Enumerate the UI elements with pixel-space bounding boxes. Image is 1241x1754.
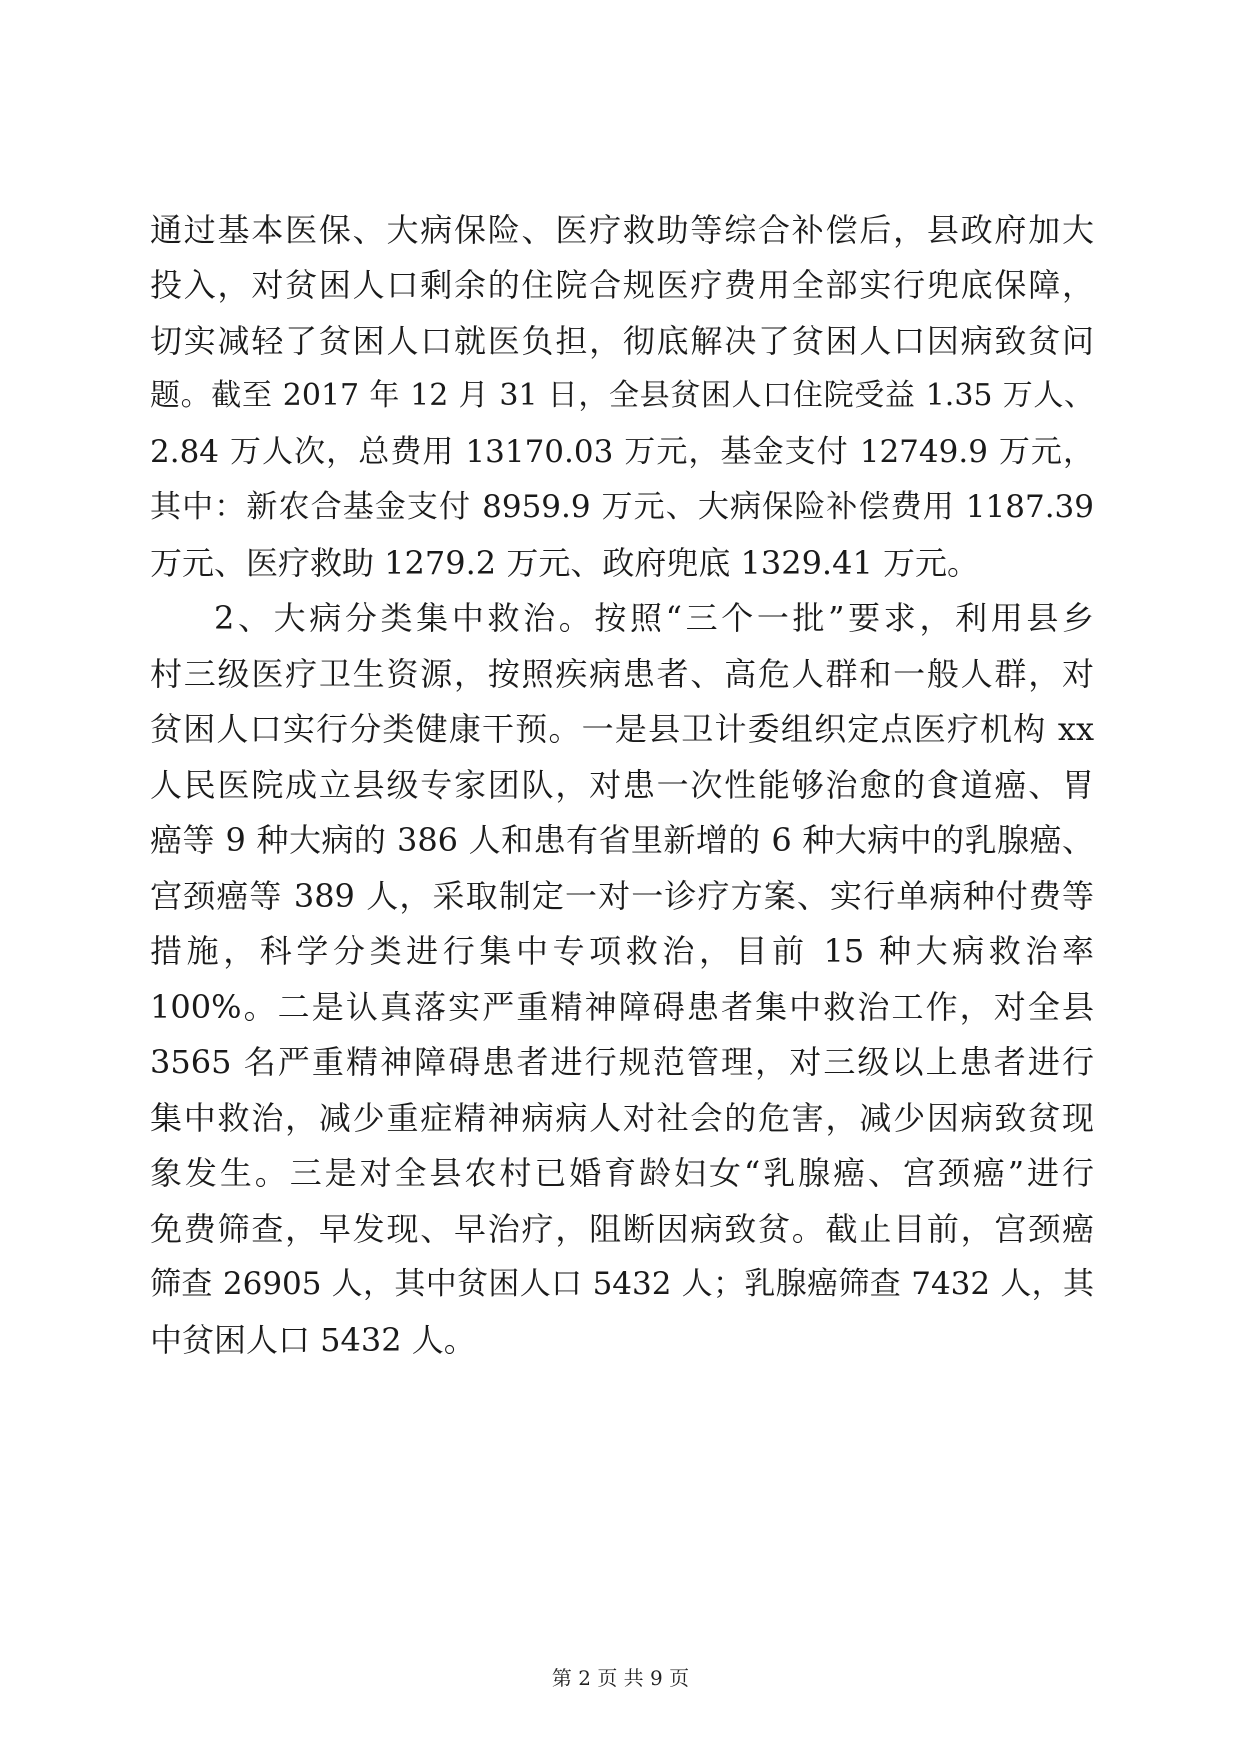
text-line: 题。截至 2017 年 12 月 31 日，全县贫困人口住院受益 1.35 万人、 — [150, 378, 1094, 413]
text-line: 切实减轻了贫困人口就医负担，彻底解决了贫困人口因病致贫问 — [150, 322, 1094, 360]
text-line: 象发生。三是对全县农村已婚育龄妇女“乳腺癌、宫颈癌”进行 — [150, 1154, 1094, 1192]
text-line: 免费筛查，早发现、早治疗，阻断因病致贫。截止目前，宫颈癌 — [150, 1210, 1094, 1248]
text-line: 中贫困人口 5432 人。 — [150, 1321, 476, 1359]
text-line: 村三级医疗卫生资源，按照疾病患者、高危人群和一般人群，对 — [150, 655, 1094, 693]
text-line: 宫颈癌等 389 人，采取制定一对一诊疗方案、实行单病种付费等 — [150, 877, 1094, 915]
text-line: 癌等 9 种大病的 386 人和患有省里新增的 6 种大病中的乳腺癌、 — [150, 821, 1094, 859]
text-line: 措施，科学分类进行集中专项救治，目前 15 种大病救治率 — [150, 932, 1094, 970]
text-line: 投入，对贫困人口剩余的住院合规医疗费用全部实行兜底保障， — [150, 266, 1094, 304]
text-line: 万元、医疗救助 1279.2 万元、政府兜底 1329.41 万元。 — [150, 544, 979, 582]
text-line: 2.84 万人次，总费用 13170.03 万元，基金支付 12749.9 万元， — [150, 434, 1094, 470]
text-line: 集中救治，减少重症精神病病人对社会的危害，减少因病致贫现 — [150, 1099, 1094, 1137]
text-line: 贫困人口实行分类健康干预。一是县卫计委组织定点医疗机构 xx — [150, 710, 1094, 748]
text-line: 通过基本医保、大病保险、医疗救助等综合补偿后，县政府加大 — [150, 211, 1094, 249]
page-footer: 第 2 页 共 9 页 — [551, 1666, 690, 1690]
text-line: 人民医院成立县级专家团队，对患一次性能够治愈的食道癌、胃 — [150, 766, 1094, 804]
text-line: 筛查 26905 人，其中贫困人口 5432 人；乳腺癌筛查 7432 人，其 — [150, 1266, 1094, 1302]
text-line: 3565 名严重精神障碍患者进行规范管理，对三级以上患者进行 — [150, 1043, 1094, 1081]
text-line: 100%。二是认真落实严重精神障碍患者集中救治工作，对全县 — [150, 988, 1094, 1026]
text-line: 其中：新农合基金支付 8959.9 万元、大病保险补偿费用 1187.39 — [150, 489, 1094, 525]
text-line: 2、大病分类集中救治。按照“三个一批”要求，利用县乡 — [214, 599, 1094, 637]
